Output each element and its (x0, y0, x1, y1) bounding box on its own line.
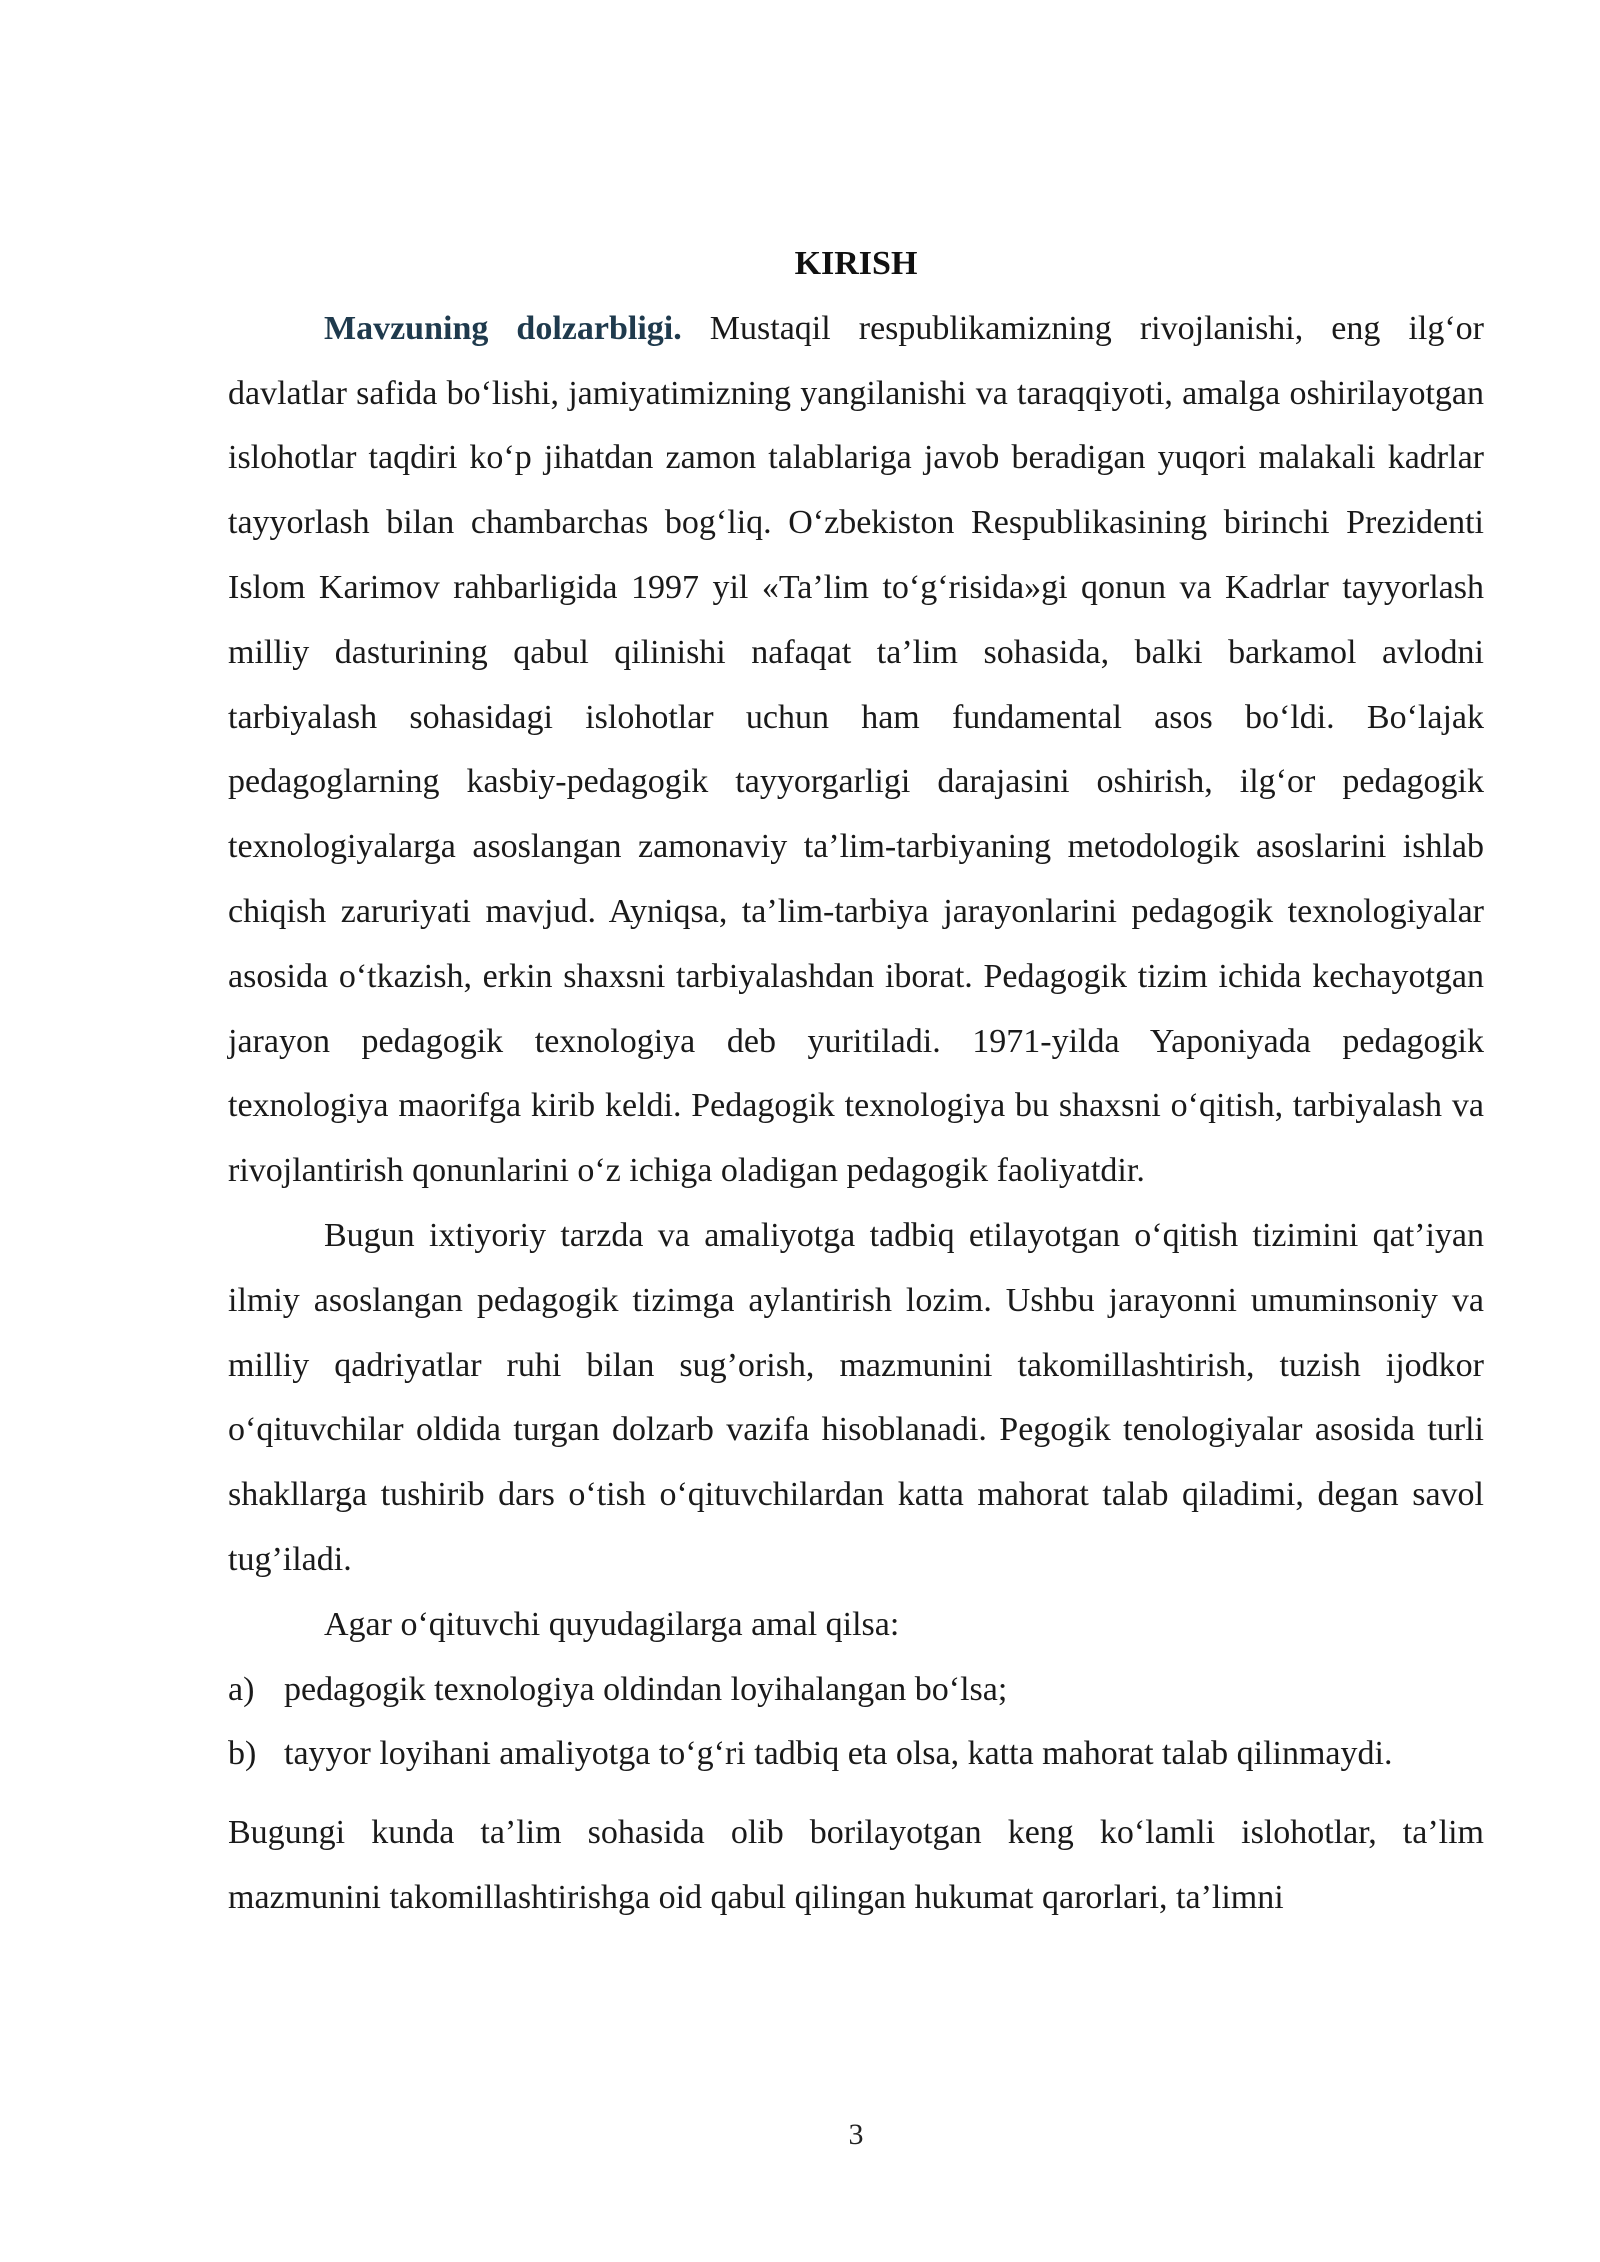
page-title: KIRISH (794, 245, 918, 282)
paragraph-closing: Bugungi kunda ta’lim sohasida olib borilayotgan keng ko‘lamli islohotlar, ta’lim mazmunini takomillashtirishga oid qabul qilingan hukumat qarorlari, ta’limni (228, 1814, 1484, 1916)
list-item-text: pedagogik texnologiya oldindan loyihalangan bo‘lsa; (284, 1670, 1008, 1708)
list-item-text: tayyor loyihani amaliyotga to‘g‘ri tadbiq eta olsa, katta mahorat talab qilinmaydi. (284, 1735, 1393, 1773)
page-number: 3 (848, 2118, 864, 2151)
paragraph-lead: Mavzuning dolzarbligi. (324, 309, 682, 347)
page-content (228, 232, 1484, 1931)
paragraph-condition: Agar o‘qituvchi quyudagilarga amal qilsa: (324, 1605, 900, 1643)
paragraph-relevance (228, 297, 1484, 1204)
paragraph-text: Mustaqil respublikamizning rivojlanishi, eng ilg‘or davlatlar safida bo‘lishi, jamiyatimizning yangilanishi va taraqqiyoti, amalga oshirilayotgan islohotlar taqdiri ko‘p jihatdan zamon talablariga javob beradigan yuqori malakali kadrlar tayyorlash bilan chambarchas bog‘liq. O‘zbekiston Respublikasining birinchi Prezidenti Islom Karimov rahbarligida 1997 yil «Ta’lim to‘g‘risida»gi qonun va Kadrlar tayyorlash milliy dasturining qabul qilinishi nafaqat ta’lim sohasida, balki barkamol avlodni tarbiyalash sohasidagi islohotlar uchun ham fundamental asos bo‘ldi. Bo‘lajak pedagoglarning kasbiy-pedagogik tayyorgarligi darajasini oshirish, ilg‘or pedagogik texnologiyalarga asoslangan zamonaviy ta’lim-tarbiyaning metodologik asoslarini ishlab chiqish zaruriyati mavjud. Ayniqsa, ta’lim-tarbiya jarayonlarini pedagogik texnologiyalar asosida o‘tkazish, erkin shaxsni tarbiyalashdan iborat. Pedagogik tizim ichida kechayotgan jarayon pedagogik texnologiya deb yuritiladi. 1971-yilda Yaponiyada pedagogik texnologiya maorifga kirib keldi. Pedagogik texnologiya bu shaxsni o‘qitish, tarbiyalash va rivojlantirish qonunlarini o‘z ichiga oladigan pedagogik faoliyatdir. (228, 309, 1484, 1190)
list-marker: a) (228, 1670, 255, 1708)
list-item-a (228, 1658, 1484, 1723)
paragraph-today: Bugun ixtiyoriy tarzda va amaliyotga tadbiq etilayotgan o‘qitish tizimini qat’iyan ilmiy asoslangan pedagogik tizimga aylantirish lozim. Ushbu jarayonni umuminsoniy va milliy qadriyatlar ruhi bilan sug’orish, mazmunini takomillashtirish, tuzish ijodkor o‘qituvchilar oldida turgan dolzarb vazifa hisoblanadi. Pegogik tenologiyalar asosida turli shakllarga tushirib dars o‘tish o‘qituvchilardan katta mahorat talab qiladimi, degan savol tug’iladi. (228, 1216, 1484, 1578)
list-marker: b) (228, 1735, 257, 1773)
list-item-b (228, 1722, 1484, 1787)
